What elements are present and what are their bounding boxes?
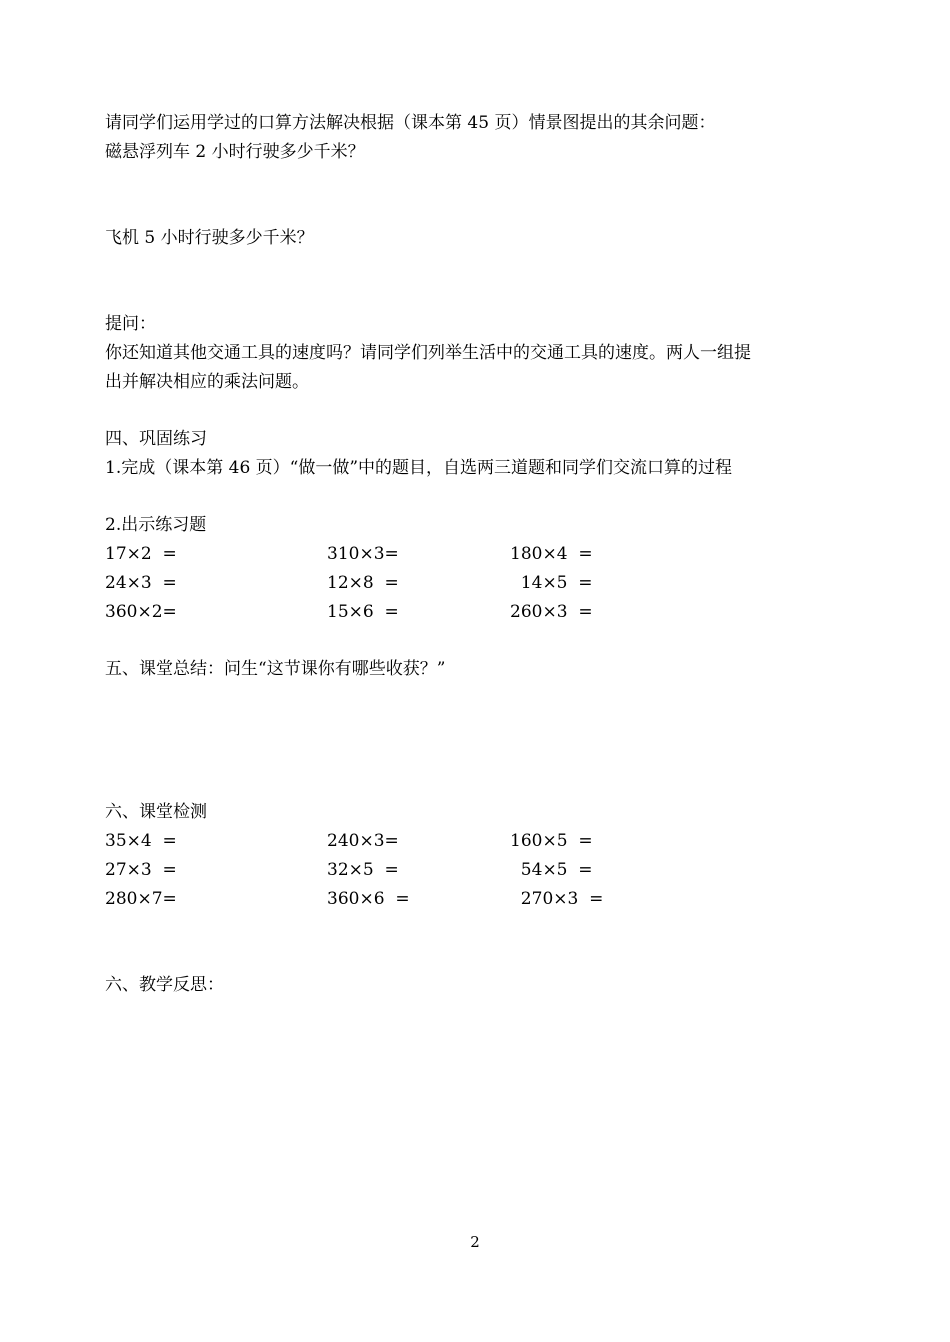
exercise-cell: 17×2 = bbox=[105, 544, 177, 564]
exercise-cell: 12×8 = bbox=[327, 573, 399, 593]
exercise-cell: 35×4 = bbox=[105, 831, 177, 851]
ask-label: 提问： bbox=[105, 314, 156, 334]
exercise-cell: 180×4 = bbox=[510, 544, 593, 564]
exercise-cell: 27×3 = bbox=[105, 860, 177, 880]
practice-item-1: 1.完成（课本第 46 页）“做一做”中的题目，自选两三道题和同学们交流口算的过程 bbox=[105, 458, 733, 478]
exercise-cell: 310×3= bbox=[327, 544, 399, 564]
section-title-summary: 五、课堂总结：问生“这节课你有哪些收获？” bbox=[105, 659, 446, 679]
question-maglev: 磁悬浮列车 2 小时行驶多少千米？ bbox=[105, 142, 365, 162]
page-number: 2 bbox=[470, 1233, 480, 1251]
exercise-cell: 270×3 = bbox=[510, 889, 604, 909]
exercise-cell: 32×5 = bbox=[327, 860, 399, 880]
exercise-cell: 240×3= bbox=[327, 831, 399, 851]
exercise-cell: 360×6 = bbox=[327, 889, 410, 909]
practice-item-2: 2.出示练习题 bbox=[105, 515, 207, 535]
exercise-cell: 15×6 = bbox=[327, 602, 399, 622]
section-title-practice: 四、巩固练习 bbox=[105, 429, 207, 449]
question-plane: 飞机 5 小时行驶多少千米？ bbox=[105, 228, 314, 248]
exercise-cell: 24×3 = bbox=[105, 573, 177, 593]
exercise-cell: 14×5 = bbox=[510, 573, 593, 593]
ask-paragraph-line1: 你还知道其他交通工具的速度吗？请同学们列举生活中的交通工具的速度。两人一组提 bbox=[105, 343, 751, 363]
intro-text: 请同学们运用学过的口算方法解决根据（课本第 45 页）情景图提出的其余问题： bbox=[105, 113, 716, 133]
exercise-cell: 280×7= bbox=[105, 889, 177, 909]
ask-paragraph-line2: 出并解决相应的乘法问题。 bbox=[105, 372, 309, 392]
exercise-cell: 260×3 = bbox=[510, 602, 593, 622]
exercise-cell: 160×5 = bbox=[510, 831, 593, 851]
exercise-cell: 54×5 = bbox=[510, 860, 593, 880]
section-title-reflection: 六、教学反思： bbox=[105, 975, 224, 995]
exercise-cell: 360×2= bbox=[105, 602, 177, 622]
section-title-test: 六、课堂检测 bbox=[105, 802, 207, 822]
